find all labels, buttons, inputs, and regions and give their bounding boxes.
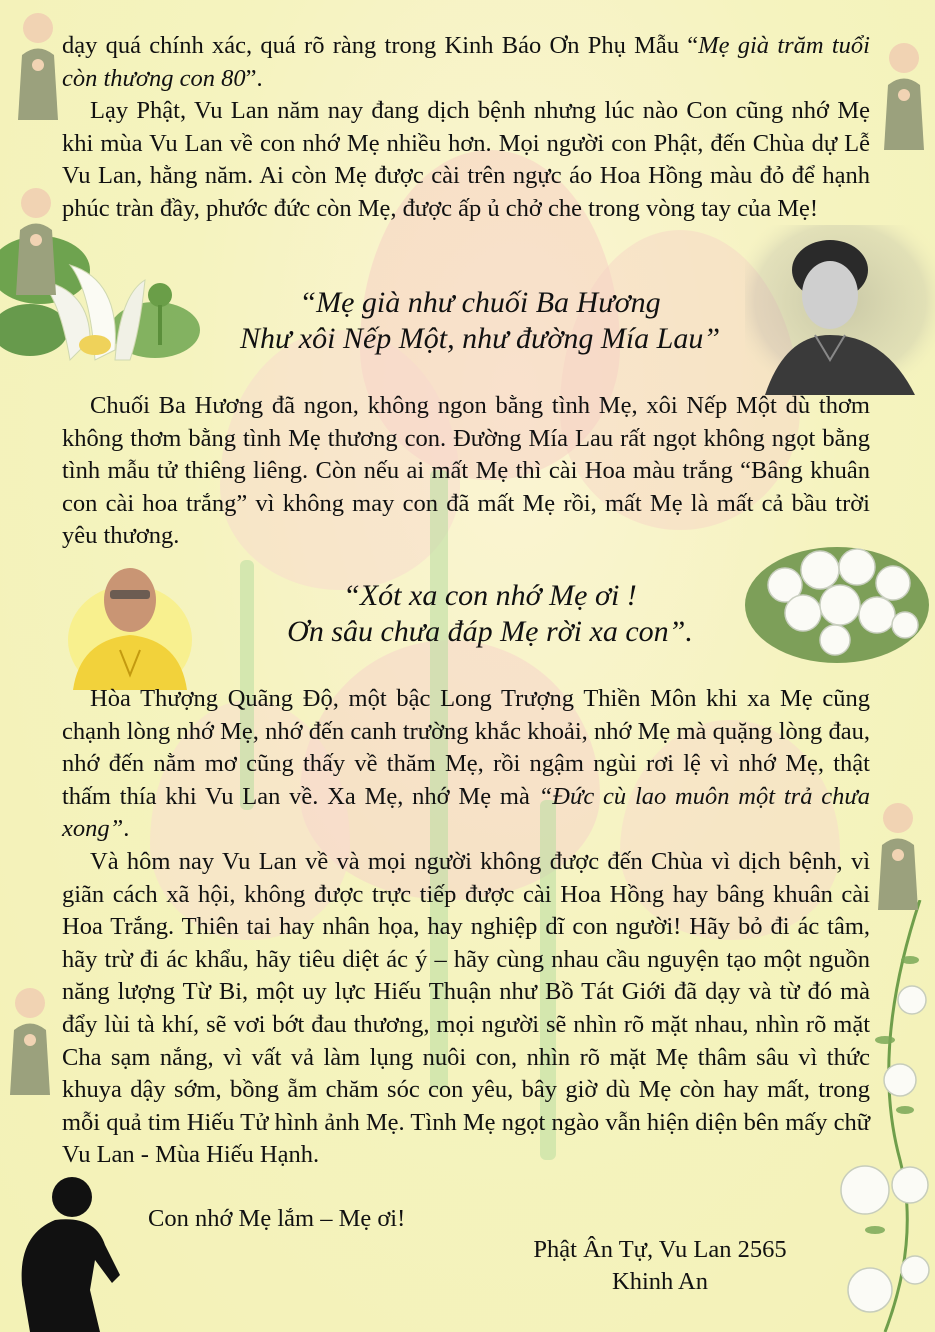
paragraph-vu-lan: Lạy Phật, Vu Lan năm nay đang dịch bệnh nhưng lúc nào Con cũng nhớ Mẹ khi mùa Vu Lan về con nhớ Mẹ nhiều hơn. Mọi người con Phật, đến Chùa dự Lễ Vu Lan, hằng năm. Ai còn Mẹ được cài trên ngực áo Hoa Hồng màu đỏ để hạnh phúc tràn đầy, phước đức còn Mẹ, được ấp ủ chở che trong vòng tay của Mẹ! [62, 97, 870, 222]
poem-line: “Mẹ già như chuối Ba Hương [299, 286, 661, 319]
poem-line: “Xót xa con nhớ Mẹ ơi ! [343, 579, 637, 612]
monk-portrait-photo [65, 550, 195, 690]
kneeling-silhouette-image [0, 1165, 135, 1332]
sutra-quote: Mẹ già trăm tuổi còn thương con 80 [62, 32, 870, 92]
quote-close: ”. [245, 64, 263, 92]
poem-line: Như xôi Nếp Một, như đường Mía Lau” [239, 322, 721, 355]
mother-portrait-photo [745, 225, 935, 395]
paragraph-banana [62, 390, 870, 553]
signature-place-date: Phật Ân Tự, Vu Lan 2565 [533, 1236, 787, 1263]
signature [480, 1234, 840, 1298]
little-monk-figure [872, 800, 924, 910]
little-monk-figure [12, 10, 64, 120]
little-monk-figure [4, 985, 56, 1095]
paragraph-monk-text: Hòa Thượng Quãng Độ, một bậc Long Trượng Thiền Môn khi xa Mẹ cũng chạnh lòng nhớ Mẹ, nhớ đến canh trường khắc khoải, nhớ Mẹ mà quặng lòng đau, nhớ đến nằm mơ cũng thấy về thăm Mẹ, rồi ngậm ngùi rơi lệ vì nhớ Mẹ, thật thấm thía khi Vu Lan về. Xa Mẹ, nhớ Mẹ mà [62, 685, 870, 810]
signature-author: Khinh An [612, 1268, 708, 1295]
poem-mother-banana [200, 285, 760, 357]
paragraph-prayer: Và hôm nay Vu Lan về và mọi người không được đến Chùa vì dịch bệnh, vì giãn cách xã hội, không được trực tiếp được cài Hoa Hồng hay bâng khuân cài Hoa Trắng. Thiên tai hay nhân họa, hay nghiệp dĩ con người! Hãy bỏ đi ác tâm, hãy trừ đi ác khẩu, hãy tiêu diệt ác ý – hãy cùng nhau cầu nguyện tạo một nguồn năng lượng Từ Bi, một uy lực Hiếu Thuận như Bồ Tát Giới đã dạy và từ đó mà đẩy lùi tà khí, sẽ vơi bớt đau thương, mọi người sẽ nhìn rõ mặt nhau, nhìn rõ mặt Cha sạm nắng, vì vất vả làm lụng nuôi con, nhìn rõ mặt Mẹ thâm sâu vì thức khuya dậy sớm, bồng ẵm chăm sóc con yêu, bây giờ dù Mẹ còn hay mất, trong mỗi quả tim Hiếu Tử hình ảnh Mẹ. Tình Mẹ ngọt ngào vẫn hiện diện bên mấy chữ Vu Lan - Mùa Hiếu Hạnh. [62, 847, 870, 1169]
monk-quote: “Đức cù lao muôn một trả chưa xong” [62, 782, 870, 843]
poem-line: Ơn sâu chưa đáp Mẹ rời xa con”. [287, 615, 693, 648]
paragraph-intro-text: dạy quá chính xác, quá rõ ràng trong Kinh Báo Ơn Phụ Mẫu “ [62, 32, 699, 59]
paragraph-monk [62, 683, 870, 1172]
paragraph-intro [62, 30, 870, 226]
poem-miss-mother [240, 578, 740, 650]
paragraph-banana-text: Chuối Ba Hương đã ngon, không ngon bằng tình Mẹ, xôi Nếp Một dù thơm không thơm bằng tình Mẹ thương con. Đường Mía Lau rất ngọt không ngọt bằng tình mẫu tử thiêng liêng. Còn nếu ai mất Mẹ thì cài Hoa màu trắng “Bâng khuân con cài hoa trắng” vì không may con đã mất Mẹ rồi, mất Mẹ là mất cả bầu trời yêu thương. [62, 392, 870, 550]
monk-quote-end: . [123, 815, 130, 843]
closing-line: Con nhớ Mẹ lắm – Mẹ ơi! [148, 1205, 406, 1232]
little-monk-figure [878, 40, 930, 150]
little-monk-figure [10, 185, 62, 295]
